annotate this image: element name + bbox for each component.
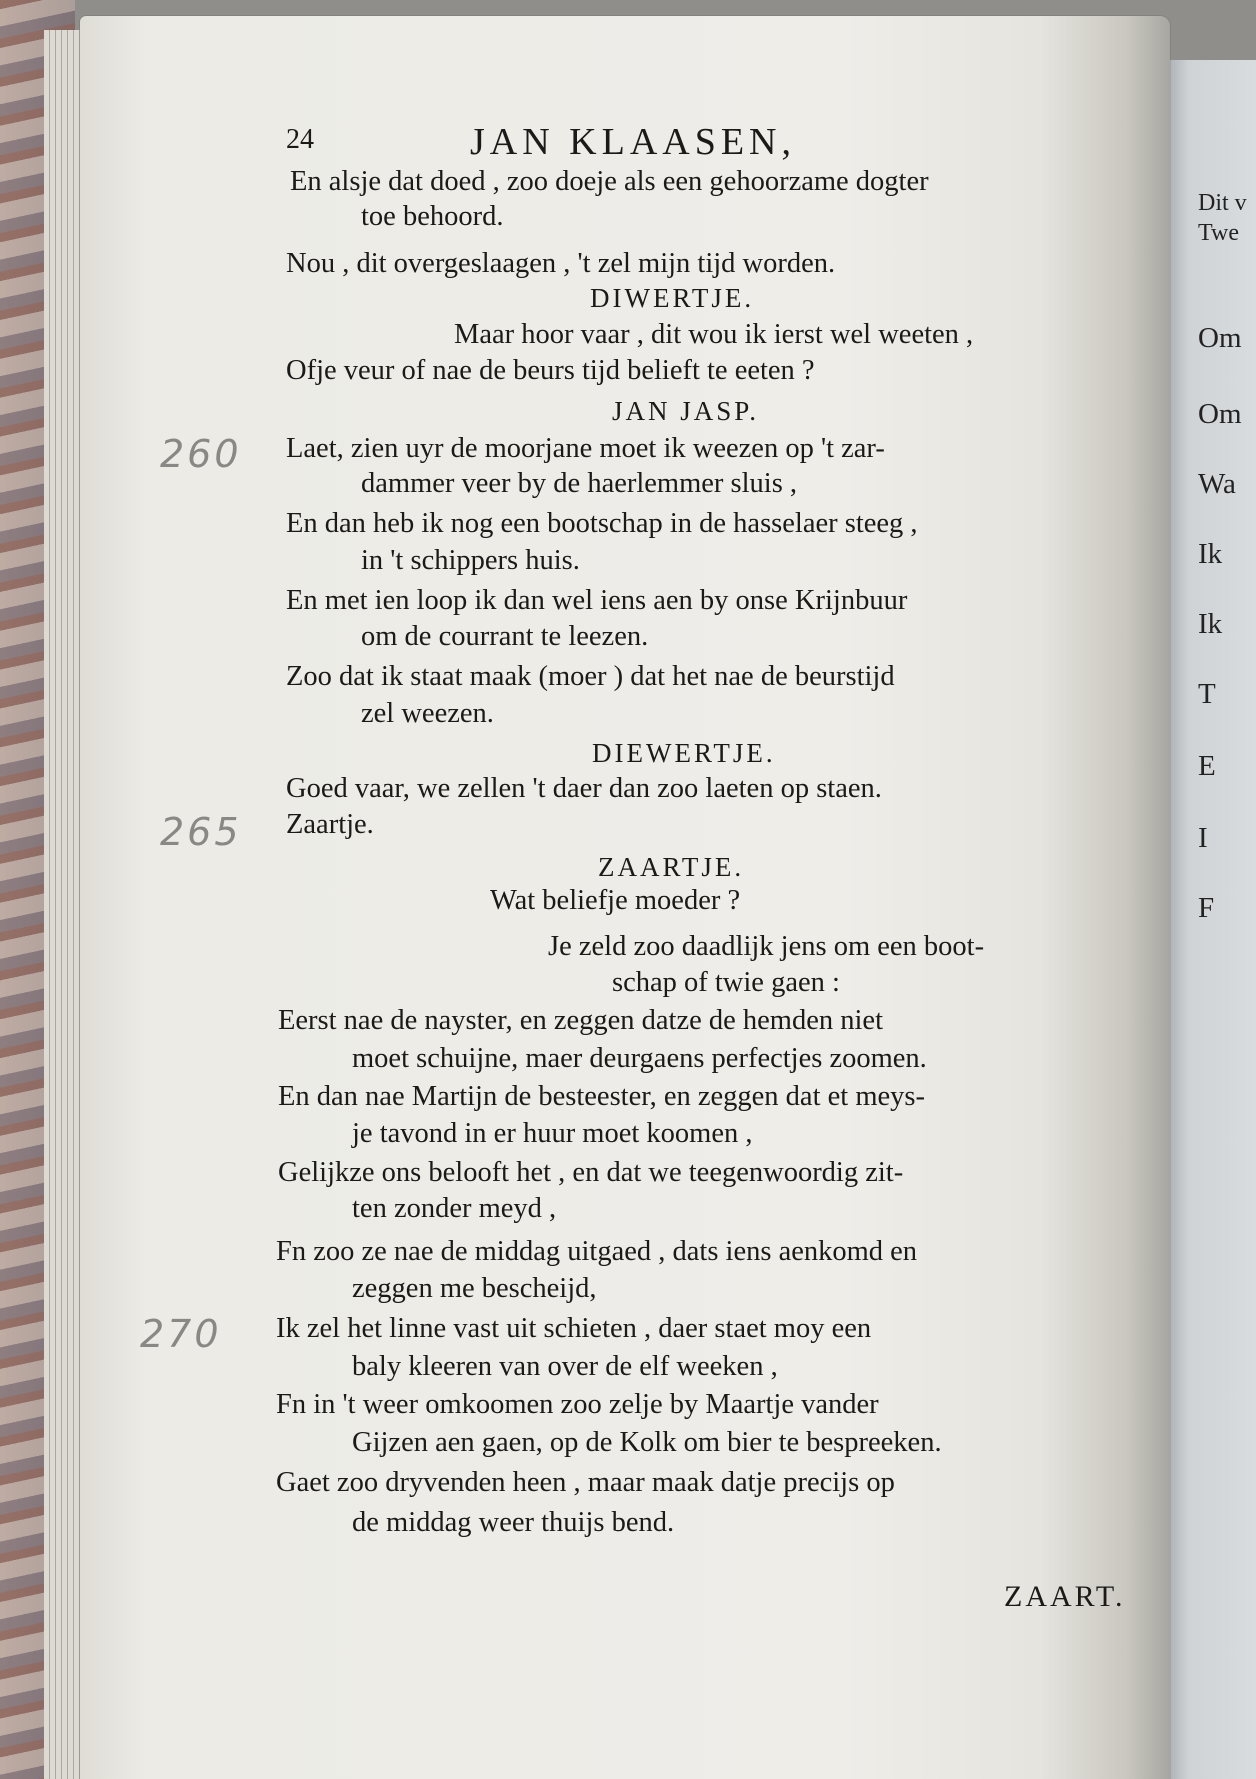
text-line: dammer veer by de haerlemmer sluis ,: [361, 468, 798, 499]
facing-page-fragment: E: [1198, 750, 1216, 782]
line-number-annotation: 260: [160, 432, 242, 476]
running-head: JAN KLAASEN,: [470, 121, 796, 163]
page-number: 24: [286, 124, 314, 155]
text-line: En met ien loop ik dan wel iens aen by onse Krijnbuur: [286, 585, 908, 616]
text-line: je tavond in er huur moet koomen ,: [352, 1118, 753, 1149]
line-number-annotation: 270: [140, 1312, 222, 1356]
facing-page-fragment: Ik: [1198, 538, 1223, 570]
facing-page-fragment: Om: [1198, 322, 1242, 354]
text-line: toe behoord.: [361, 201, 504, 232]
text-line: de middag weer thuijs bend.: [352, 1507, 675, 1538]
text-line: Ofje veur of nae de beurs tijd belieft te eeten ?: [286, 355, 815, 386]
text-line: Gelijkze ons belooft het , en dat we teegenwoordig zit-: [278, 1157, 904, 1188]
text-line: Zoo dat ik staat maak (moer ) dat het nae de beurstijd: [286, 661, 895, 692]
speaker-heading: JAN JASP.: [612, 396, 760, 426]
text-line: Gaet zoo dryvenden heen , maar maak datje precijs op: [276, 1467, 895, 1498]
text-line: Fn zoo ze nae de middag uitgaed , dats iens aenkomd en: [276, 1236, 918, 1267]
facing-page-fragment: Om: [1198, 398, 1242, 430]
speaker-heading: DIEWERTJE.: [592, 738, 776, 768]
facing-page-fragment: Ik: [1198, 608, 1223, 640]
text-line: En dan heb ik nog een bootschap in de hasselaer steeg ,: [286, 508, 918, 539]
catchword: ZAART.: [1004, 1580, 1126, 1613]
facing-page-fragment: Dit v: [1198, 190, 1247, 216]
text-line: Laet, zien uyr de moorjane moet ik weezen op 't zar-: [286, 433, 885, 464]
facing-page-fragment: Wa: [1198, 468, 1236, 500]
text-line: moet schuijne, maer deurgaens perfectjes zoomen.: [352, 1043, 927, 1074]
text-line: Nou , dit overgeslaagen , 't zel mijn tijd worden.: [286, 248, 836, 279]
text-line: zel weezen.: [361, 698, 494, 729]
text-line: Je zeld zoo daadlijk jens om een boot-: [548, 931, 985, 962]
text-line: Eerst nae de nayster, en zeggen datze de hemden niet: [278, 1005, 883, 1036]
text-line: En dan nae Martijn de besteester, en zeggen dat et meys-: [278, 1081, 925, 1112]
text-line: zeggen me bescheijd,: [352, 1273, 597, 1304]
text-line: schap of twie gaen :: [612, 967, 840, 998]
text-line: Maar hoor vaar , dit wou ik ierst wel weeten ,: [454, 319, 974, 350]
text-line: Goed vaar, we zellen 't daer dan zoo laeten op staen.: [286, 773, 882, 804]
line-number-annotation: 265: [160, 810, 242, 854]
text-line: En alsje dat doed , zoo doeje als een gehoorzame dogter: [290, 166, 929, 197]
text-line: baly kleeren van over de elf weeken ,: [352, 1351, 778, 1382]
speaker-heading: DIWERTJE.: [590, 283, 755, 313]
text-line: Wat beliefje moeder ?: [490, 885, 741, 916]
facing-page-fragment: I: [1198, 822, 1208, 854]
text-line: Gijzen aen gaen, op de Kolk om bier te bespreeken.: [352, 1427, 942, 1458]
text-line: Ik zel het linne vast uit schieten , daer staet moy een: [276, 1313, 872, 1344]
text-line: om de courrant te leezen.: [361, 621, 649, 652]
facing-page-fragment: F: [1198, 892, 1215, 924]
text-line: Fn in 't weer omkoomen zoo zelje by Maartje vander: [276, 1389, 879, 1420]
facing-page-fragment: T: [1198, 678, 1216, 710]
text-line: in 't schippers huis.: [361, 545, 580, 576]
text-line: ten zonder meyd ,: [352, 1193, 557, 1224]
speaker-heading: ZAARTJE.: [598, 852, 745, 882]
text-line: Zaartje.: [286, 809, 374, 840]
facing-page-fragment: Twe: [1198, 220, 1239, 246]
